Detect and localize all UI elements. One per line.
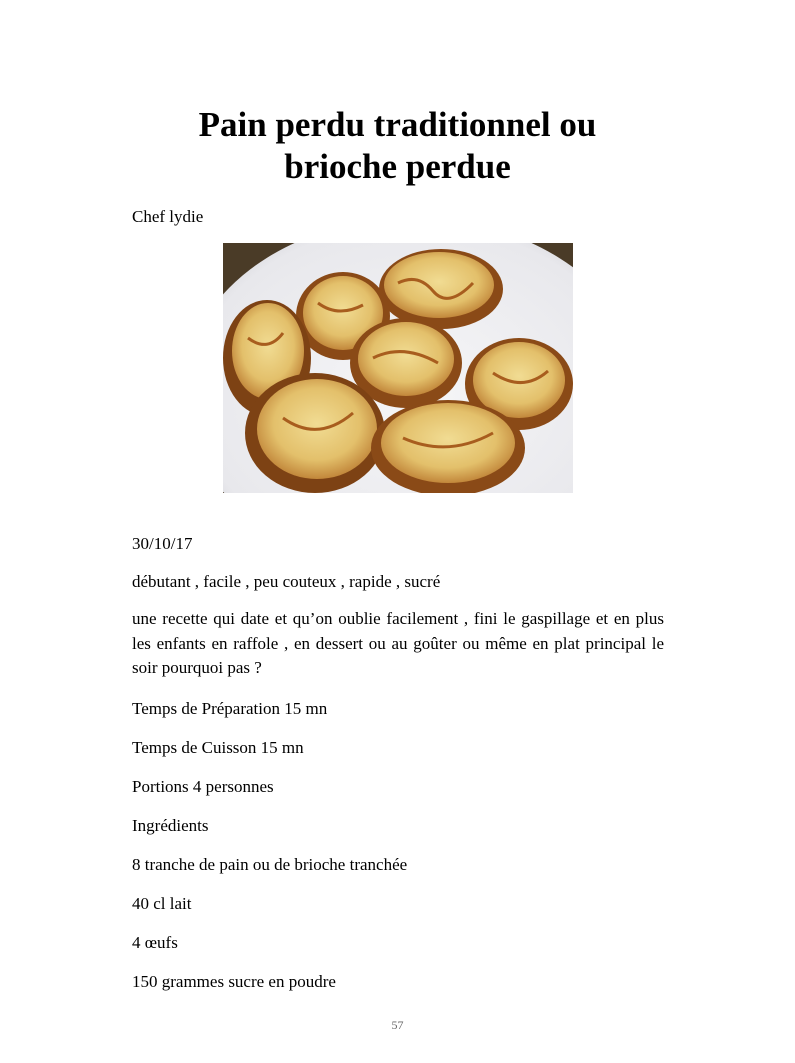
prep-time: Temps de Préparation 15 mn <box>132 699 328 718</box>
ingredients-heading: Ingrédients <box>132 816 209 835</box>
title-line-1: Pain perdu traditionnel ou <box>198 105 597 144</box>
recipe-title <box>100 104 695 188</box>
cook-time: Temps de Cuisson 15 mn <box>132 738 304 757</box>
ingredient-item: 40 cl lait <box>132 894 192 913</box>
ingredient-item: 150 grammes sucre en poudre <box>132 972 336 991</box>
recipe-date: 30/10/17 <box>132 534 193 553</box>
ingredient-item: 8 tranche de pain ou de brioche tranchée <box>132 855 408 874</box>
slice-6 <box>245 373 385 493</box>
slice-7 <box>371 400 525 493</box>
recipe-tags: débutant , facile , peu couteux , rapide , sucré <box>132 572 441 591</box>
slice-1 <box>379 249 503 329</box>
recipe-photo <box>223 243 573 493</box>
recipe-description: une recette qui date et qu’on oublie facilement , fini le gaspillage et en plus les enfants en raffole , en dessert ou au goûter ou même en plat principal le soir pourquoi pas ? <box>132 609 664 677</box>
author: Chef lydie <box>132 207 204 226</box>
title-line-2: brioche perdue <box>284 147 511 186</box>
page-number: 57 <box>391 1018 404 1032</box>
portions: Portions 4 personnes <box>132 777 274 796</box>
ingredient-item: 4 œufs <box>132 933 178 952</box>
